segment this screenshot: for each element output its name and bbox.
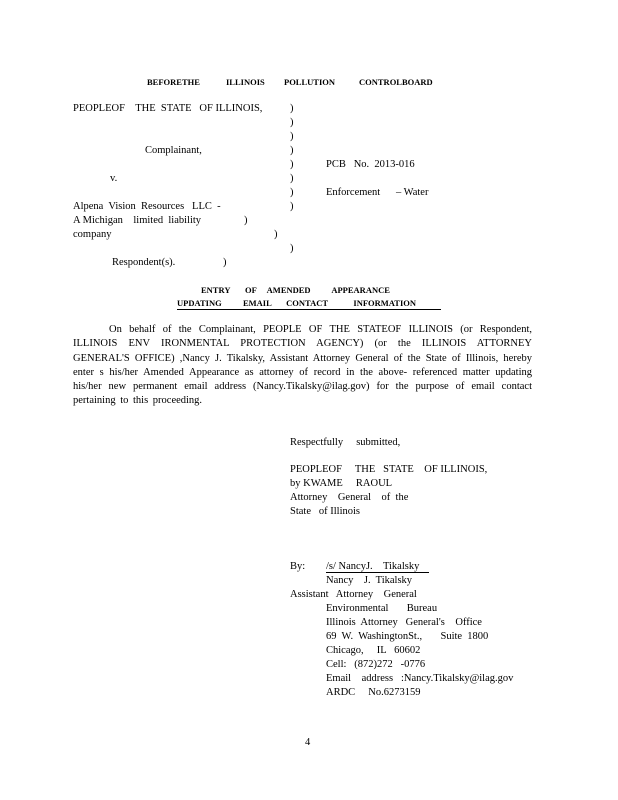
caption-paren: ) — [290, 187, 294, 198]
caption-paren: ) — [290, 201, 294, 212]
signature-by-kwame-raoul: by KWAME RAOUL — [290, 478, 393, 489]
signature-city: Chicago, IL 60602 — [326, 645, 421, 656]
signature-ardc: ARDC No.6273159 — [326, 687, 421, 698]
document-title-line-2: UPDATING EMAIL CONTACT INFORMATION — [177, 298, 417, 308]
signature-title: Assistant Attorney General — [290, 589, 417, 600]
caption-paren: ) — [290, 243, 294, 254]
caption-paren: ) — [290, 173, 294, 184]
signature-cell: Cell: (872)272 -0776 — [326, 659, 426, 670]
header-illinois: ILLINOIS — [226, 77, 265, 87]
page-number: 4 — [305, 737, 311, 748]
caption-paren: ) — [290, 117, 294, 128]
title-underline — [177, 309, 441, 310]
header-before-the: BEFORETHE — [147, 77, 200, 87]
body-paragraph: On behalf of the Complainant, PEOPLE OF THE STATEOF ILLINOIS (or Respondent, ILLINOIS ENV IRONMENTAL PROTECTION AGENCY) (or the ILLINOIS ATTORNEY GENERAL'S OFFICE) ,Nancy J. Tikalsky, Assistant Attorney General of the State of Illinois, hereby enter s his/her Amended Appearance as attorney of record in the above- referenced matter updating his/her new permanent email address (Nancy.Tikalsky@ilag.gov) for the purpose of email contact pertaining to this proceeding. — [73, 324, 532, 407]
caption-respondent-line-2: A Michigan limited liability — [73, 215, 202, 226]
header-pollution: POLLUTION — [284, 77, 336, 87]
caption-paren: ) — [223, 257, 227, 268]
signature-people: PEOPLEOF THE STATE OF ILLINOIS, — [290, 464, 488, 475]
signature-line: /s/ NancyJ. Tikalsky — [326, 561, 420, 572]
document-title-line-1: ENTRY OF AMENDED APPEARANCE — [201, 285, 390, 295]
signature-attorney-general-line-1: Attorney General of the — [290, 492, 409, 503]
signature-email: Email address :Nancy.Tikalsky@ilag.gov — [326, 673, 514, 684]
caption-respondents: Respondent(s). — [112, 257, 176, 268]
caption-paren: ) — [274, 229, 278, 240]
signature-name: Nancy J. Tikalsky — [326, 575, 413, 586]
caption-complainant: Complainant, — [145, 145, 202, 156]
caption-enforcement: Enforcement – Water — [326, 187, 429, 198]
signature-by-label: By: — [290, 561, 306, 572]
caption-respondent-line-1: Alpena Vision Resources LLC - — [73, 201, 221, 212]
caption-paren: ) — [290, 131, 294, 142]
caption-paren: ) — [290, 145, 294, 156]
signature-office: Illinois Attorney General's Office — [326, 617, 482, 628]
caption-versus: v. — [110, 173, 118, 184]
caption-pcb-number: PCB No. 2013-016 — [326, 159, 415, 170]
respectfully-submitted: Respectfully submitted, — [290, 437, 401, 448]
signature-bureau: Environmental Bureau — [326, 603, 438, 614]
caption-people: PEOPLEOF THE STATE OF ILLINOIS, — [73, 103, 263, 114]
caption-paren: ) — [290, 159, 294, 170]
caption-respondent-line-3: company — [73, 229, 112, 240]
caption-paren: ) — [244, 215, 248, 226]
caption-paren: ) — [290, 103, 294, 114]
signature-attorney-general-line-2: State of Illinois — [290, 506, 360, 517]
signature-street-address: 69 W. WashingtonSt., Suite 1800 — [326, 631, 489, 642]
header-control-board: CONTROLBOARD — [359, 77, 433, 87]
signature-underline — [326, 572, 429, 573]
